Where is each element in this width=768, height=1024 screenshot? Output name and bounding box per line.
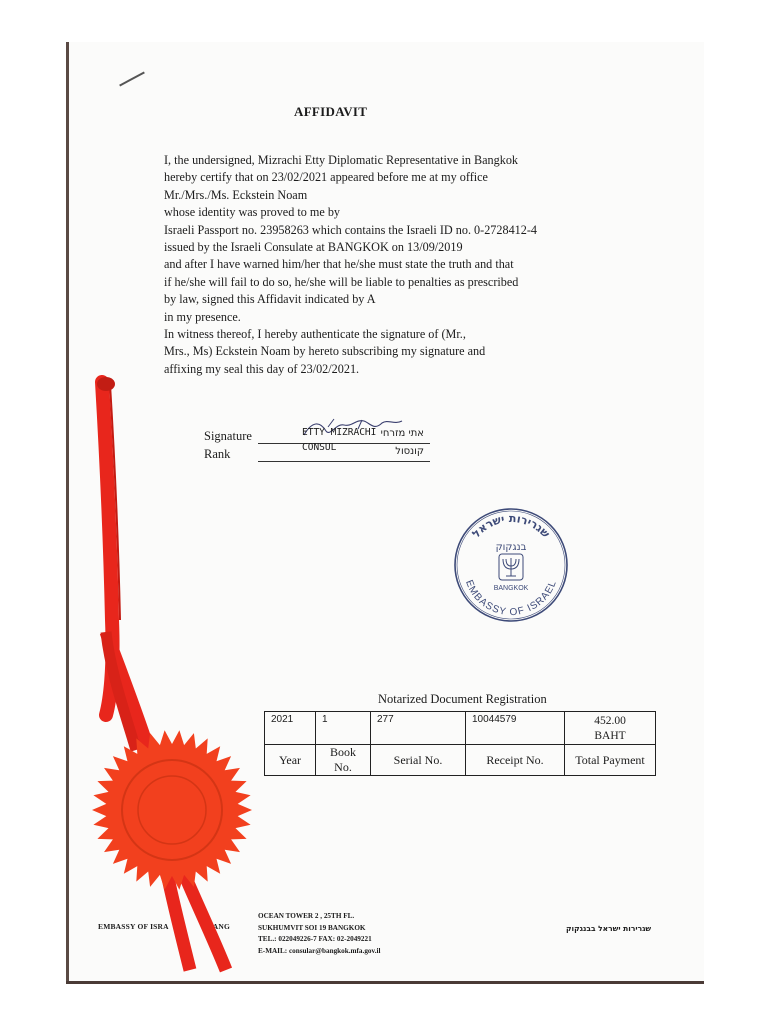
body-line: Israeli Passport no. 23958263 which contains the Israeli ID no. 0-2728412-4: [164, 222, 538, 237]
book-no-value: 1: [316, 712, 371, 745]
wax-seal-icon: [92, 730, 252, 889]
body-line: I, the undersigned, Mizrachi Etty Diplomatic Representative in Bangkok: [164, 153, 519, 167]
body-line: Mrs., Ms) Eckstein Noam by hereto subscribing my signature and: [164, 344, 486, 359]
address-line: OCEAN TOWER 2 , 25TH FL.: [258, 912, 355, 920]
seal-city-hebrew-text: בנגקוק: [495, 542, 527, 553]
payment-amount: 452.00: [594, 715, 626, 727]
seal-top-hebrew-text: שגרירות ישראל: [469, 511, 553, 541]
affidavit-body: [164, 152, 564, 378]
menorah-icon: [499, 554, 523, 580]
year-label: Year: [265, 745, 316, 776]
table-row: [265, 745, 656, 776]
table-row: [265, 712, 656, 745]
footer-embassy-name-tail: ANG: [212, 922, 231, 931]
body-line: hereby certify that on 23/02/2021 appeared before me at my office: [164, 170, 488, 185]
payment-currency: BAHT: [594, 730, 626, 742]
signature-label: Signature: [204, 429, 252, 443]
body-line: whose identity was proved to me by: [164, 205, 341, 220]
address-line: TEL.: 022049226-7 FAX: 02-2049221: [258, 935, 372, 943]
address-line: SUKHUMVIT SOI 19 BANGKOK: [258, 923, 366, 932]
seal-bottom-text: EMBASSY OF ISRAEL: [463, 578, 559, 619]
signer-name-stamp: ETTY MIZRACHI: [302, 427, 377, 438]
embassy-seal-stamp: [452, 506, 570, 624]
address-line: E-MAIL: consular@bangkok.mfa.gov.il: [258, 946, 381, 955]
year-value: 2021: [265, 712, 316, 745]
notary-table-title: Notarized Document Registration: [378, 692, 547, 706]
footer-embassy-name-hebrew: שגרירות ישראל בבנגקוק: [566, 924, 652, 933]
red-ribbon-wax-seal: [40, 370, 300, 990]
serial-no-label: Serial No.: [371, 745, 466, 776]
receipt-no-label: Receipt No.: [466, 745, 565, 776]
receipt-no-value: 10044579: [466, 712, 565, 745]
rank-value-hebrew: קונסול: [395, 446, 424, 457]
body-line: Mr./Mrs./Ms. Eckstein Noam: [164, 187, 308, 202]
body-line: by law, signed this Affidavit indicated by A: [164, 292, 376, 307]
seal-city-text: BANGKOK: [493, 585, 529, 592]
body-line: if he/she will fail to do so, he/she will be liable to penalties as prescribed: [164, 274, 519, 289]
payment-cell: [565, 712, 656, 745]
notary-registration-table: [264, 711, 656, 776]
signer-name-hebrew: אתי מזרחי: [380, 428, 424, 439]
rank-value-stamp: CONSUL: [302, 442, 337, 453]
serial-no-value: 277: [371, 712, 466, 745]
body-line: in my presence.: [164, 309, 241, 324]
body-line: In witness thereof, I hereby authenticate the signature of (Mr.,: [164, 327, 466, 342]
book-no-label: Book No.: [316, 745, 371, 776]
rank-label: Rank: [204, 447, 231, 461]
total-payment-label: Total Payment: [565, 745, 656, 776]
document-title: AFFIDAVIT: [294, 104, 368, 119]
body-line: and after I have warned him/her that he/she must state the truth and that: [164, 257, 514, 272]
footer-embassy-name-start: EMBASSY OF ISRA: [98, 922, 169, 931]
body-line: affixing my seal this day of 23/02/2021.: [164, 361, 360, 376]
body-line: issued by the Israeli Consulate at BANGKOK on 13/09/2019: [164, 240, 463, 255]
